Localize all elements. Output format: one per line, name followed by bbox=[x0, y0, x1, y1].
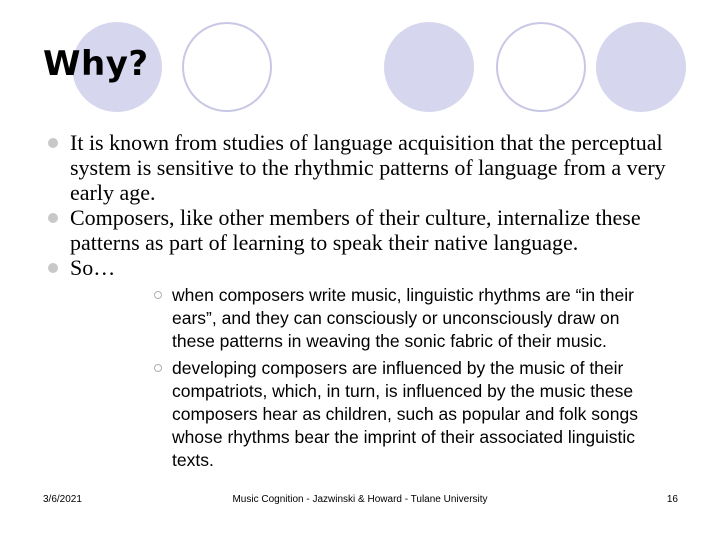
bullet-dot-icon bbox=[48, 213, 58, 223]
bullet-item bbox=[0, 255, 720, 472]
sub-bullet-ring-icon bbox=[154, 364, 162, 372]
decor-circle-2 bbox=[182, 22, 272, 112]
bullet-list bbox=[0, 130, 720, 472]
sub-bullet-list bbox=[70, 284, 690, 472]
sub-bullet-item bbox=[70, 357, 690, 472]
bullet-text: It is known from studies of language acquisition that the perceptual system is sensitive to the rhythmic patterns of language from a very early age. bbox=[70, 130, 666, 205]
sub-bullet-ring-icon bbox=[154, 291, 162, 299]
sub-bullet-text: when composers write music, linguistic rhythms are “in their ears”, and they can consciously or unconsciously draw on these patterns in weaving the sonic fabric of their music. bbox=[172, 285, 634, 351]
sub-bullet-text: developing composers are influenced by the music of their compatriots, which, in turn, is influenced by the music these composers hear as children, such as popular and folk songs whose rhythms bear the imprint of their associated linguistic texts. bbox=[172, 358, 638, 470]
bullet-dot-icon bbox=[48, 138, 58, 148]
bullet-item bbox=[0, 205, 720, 255]
footer-page-number: 16 bbox=[666, 494, 678, 505]
bullet-dot-icon bbox=[48, 263, 58, 273]
decor-circle-4 bbox=[496, 22, 586, 112]
decor-circle-5 bbox=[596, 22, 686, 112]
footer-center-text: Music Cognition - Jazwinski & Howard - Tulane University bbox=[232, 494, 488, 505]
footer-date: 3/6/2021 bbox=[43, 494, 82, 505]
bullet-item bbox=[0, 130, 720, 205]
slide-title: Why? bbox=[43, 44, 149, 84]
sub-bullet-item bbox=[70, 284, 690, 353]
bullet-text: So… bbox=[70, 255, 116, 280]
bullet-text: Composers, like other members of their culture, internalize these patterns as part of learning to speak their native language. bbox=[70, 205, 641, 255]
decor-circle-3 bbox=[384, 22, 474, 112]
